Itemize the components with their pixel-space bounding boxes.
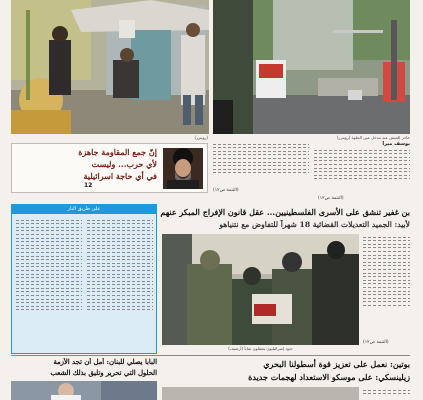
street-scene-image <box>11 0 209 134</box>
sidebar-title: على طريق النار <box>12 205 156 214</box>
quote-line-1: إنّ جمع المقاومة جاهزة <box>78 147 157 157</box>
quote-box <box>11 143 208 193</box>
main-story-headline-1: بن غفير تنشق على الأسرى الفلسطينيين... عقل قانون الإفراج المبكر عنهم <box>160 207 410 217</box>
bottom-right-headline-2: زيلينسكي: على موسكو الاستعداد لهجمات جديدة <box>248 372 410 382</box>
top-middle-continued: (التتمة ص١٢) <box>213 188 239 193</box>
main-photo-caption: جنود إسرائيليون يعتقلون شاباً (أرشيف) <box>228 346 293 351</box>
top-middle-article-text <box>213 141 309 189</box>
top-right-article-text <box>314 147 410 197</box>
bottom-left-headline-2: الحلول التي تحرير وتليق بذلك الشعب <box>50 369 157 377</box>
photo-pope <box>11 381 157 400</box>
main-story-continued: (التتمة ص١٢) <box>363 340 389 345</box>
pope-image <box>11 381 157 400</box>
photo-bottom-right <box>162 387 359 400</box>
sidebar-box <box>11 204 157 354</box>
top-right-photo-caption: حاجز الجيش عند مدخل عين الحلوة (رويترز) <box>336 135 410 140</box>
quote-page-number: 12 <box>84 182 93 189</box>
photo-arrest <box>162 234 359 345</box>
soldiers-arrest-image <box>162 234 359 345</box>
photo-street-vendor <box>11 0 209 134</box>
bottom-right-headline-1: بوتين: نعمل على تعزيز قوة أسطولنا البحري <box>263 359 410 369</box>
bottom-right-text <box>363 387 410 400</box>
main-story-text <box>363 234 410 338</box>
top-right-byline: يوسف ميرا <box>382 141 410 147</box>
checkpoint-scene-image <box>213 0 410 134</box>
speaker-portrait-image <box>163 148 203 189</box>
photo-checkpoint <box>213 0 410 134</box>
main-story-headline-2: لأبيد: الجميد التعديلات القضائية 18 شهراً للتفاوض مع نتنياهو <box>219 220 410 229</box>
sidebar-column-right <box>87 217 153 351</box>
section-divider <box>11 355 410 356</box>
quote-line-3: في أي حاجة اسرائيلية <box>83 171 157 181</box>
quote-line-2: لأي حرب... وليست <box>91 159 157 169</box>
sidebar-column-left <box>16 217 82 351</box>
top-right-continued: (التتمة ص١٢) <box>318 196 344 201</box>
bottom-left-headline-1: البابا يصلي للبنان: أمل أن تجد الأزمة <box>53 358 157 366</box>
top-left-photo-caption: (رويترز) <box>194 135 208 140</box>
quote-box-portrait <box>163 148 203 189</box>
